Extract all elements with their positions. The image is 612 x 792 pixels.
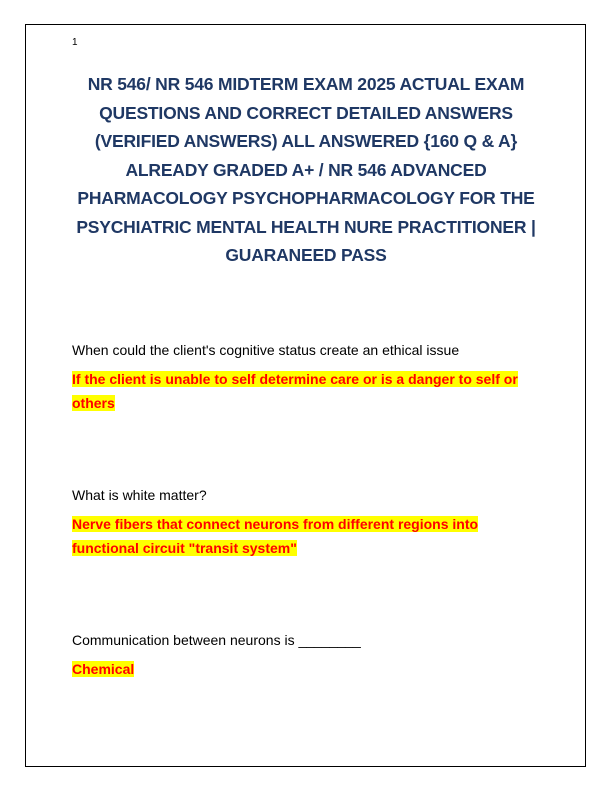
answer-text [72, 512, 542, 560]
answer-highlight: Nerve fibers that connect neurons from different regions into functional circuit "transit system" [72, 516, 479, 556]
answer-text [72, 657, 542, 681]
qa-item-3 [72, 631, 542, 681]
question-text: When could the client's cognitive status create an ethical issue [72, 342, 460, 358]
page-number: 1 [72, 37, 78, 48]
question-text: Communication between neurons is ________ [72, 632, 361, 648]
answer-highlight: If the client is unable to self determine care or is a danger to self or others [72, 371, 518, 411]
qa-item-2 [72, 486, 542, 560]
document-title: NR 546/ NR 546 MIDTERM EXAM 2025 ACTUAL EXAM QUESTIONS AND CORRECT DETAILED ANSWERS (VERIFIED ANSWERS) ALL ANSWERED {160 Q & A} ALREADY GRADED A+ / NR 546 ADVANCED PHARMACOLOGY PSYCHOPHARMACOLOGY FOR THE PSYCHIATRIC MENTAL HEALTH NURE PRACTITIONER | GUARANEED PASS [76, 74, 536, 265]
qa-item-1 [72, 341, 542, 415]
question-text: What is white matter? [72, 487, 207, 503]
answer-highlight: Chemical [72, 661, 135, 677]
answer-text [72, 367, 542, 415]
